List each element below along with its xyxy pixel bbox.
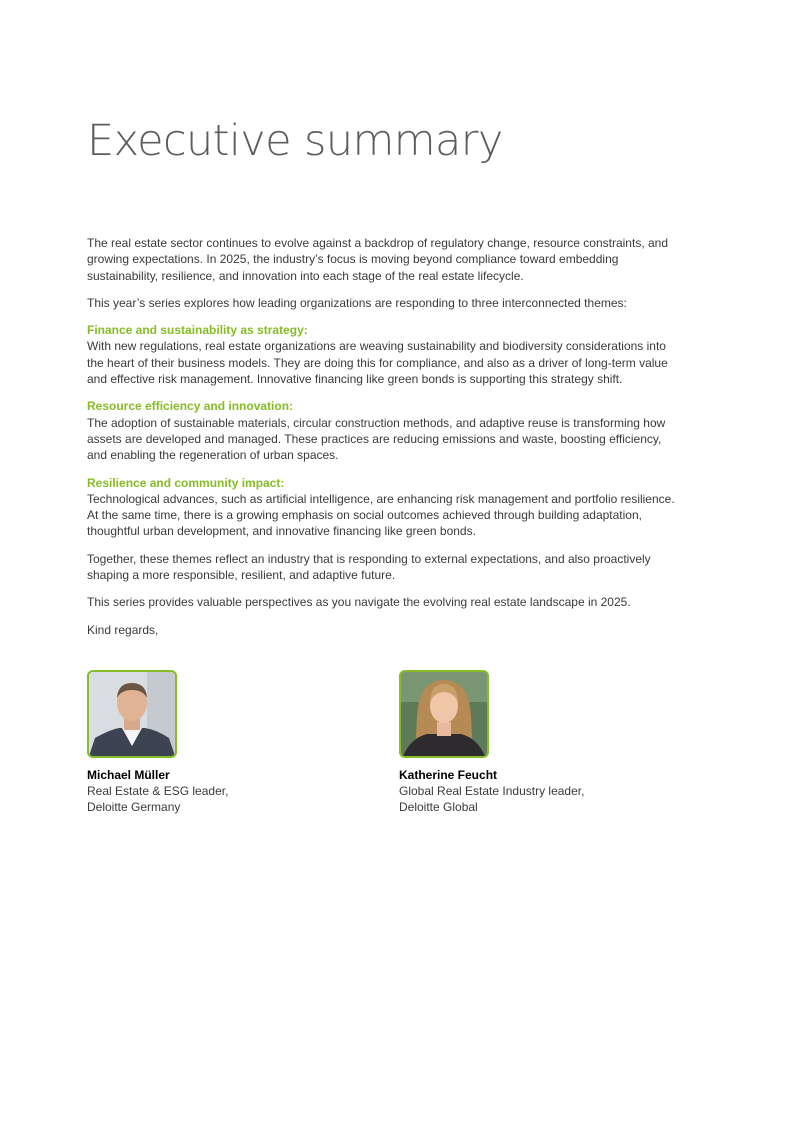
theme-resilience bbox=[87, 475, 677, 540]
series-paragraph: This series provides valuable perspectives as you navigate the evolving real estate landscape in 2025. bbox=[87, 595, 631, 610]
signer-name: Katherine Feucht bbox=[399, 768, 498, 782]
signatures bbox=[87, 670, 687, 820]
intro-paragraph: The real estate sector continues to evolve against a backdrop of regulatory change, resource constraints, and growing expectations. In 2025, the industry’s focus is moving beyond compliance toward embedding sustainability, resilience, and innovation into each stage of the real estate lifecycle. bbox=[87, 236, 669, 283]
theme-heading: Resilience and community impact: bbox=[87, 475, 285, 490]
signer-name: Michael Müller bbox=[87, 768, 170, 782]
portrait-photo bbox=[87, 670, 177, 758]
page-title: Executive summary bbox=[87, 116, 503, 166]
signer-katherine-feucht bbox=[399, 670, 659, 815]
theme-resource bbox=[87, 398, 677, 463]
signer-michael-muller bbox=[87, 670, 347, 815]
theme-heading: Finance and sustainability as strategy: bbox=[87, 323, 308, 338]
closing-text: Kind regards, bbox=[87, 622, 159, 637]
lead-paragraph: This year’s series explores how leading organizations are responding to three interconnected themes: bbox=[87, 295, 627, 310]
signer-org: Deloitte Global bbox=[399, 800, 478, 814]
signer-role: Global Real Estate Industry leader, bbox=[399, 784, 585, 798]
together-paragraph: Together, these themes reflect an industry that is responding to external expectations, and also proactively shaping a more responsible, resilient, and adaptive future. bbox=[87, 551, 651, 583]
signer-role: Real Estate & ESG leader, bbox=[87, 784, 229, 798]
theme-text: The adoption of sustainable materials, circular construction methods, and adaptive reuse is transforming how assets are developed and managed. These practices are reducing emissions and waste, boosting efficiency, and enabling the regeneration of urban spaces. bbox=[87, 415, 666, 463]
signer-org: Deloitte Germany bbox=[87, 800, 181, 814]
theme-text: Technological advances, such as artificial intelligence, are enhancing risk management and portfolio resilience. At the same time, there is a growing emphasis on social outcomes achieved through building adaptation, thoughtful urban development, and innovative financing like green bonds. bbox=[87, 491, 675, 539]
portrait-photo bbox=[399, 670, 489, 758]
theme-text: With new regulations, real estate organizations are weaving sustainability and biodiversity considerations into the heart of their business models. They are doing this for compliance, and also as a driver of long-term value and effective risk management. Innovative financing like green bonds is supporting this strategy shift. bbox=[87, 339, 668, 387]
theme-finance bbox=[87, 322, 677, 387]
theme-heading: Resource efficiency and innovation: bbox=[87, 399, 294, 414]
summary-body bbox=[87, 235, 677, 649]
